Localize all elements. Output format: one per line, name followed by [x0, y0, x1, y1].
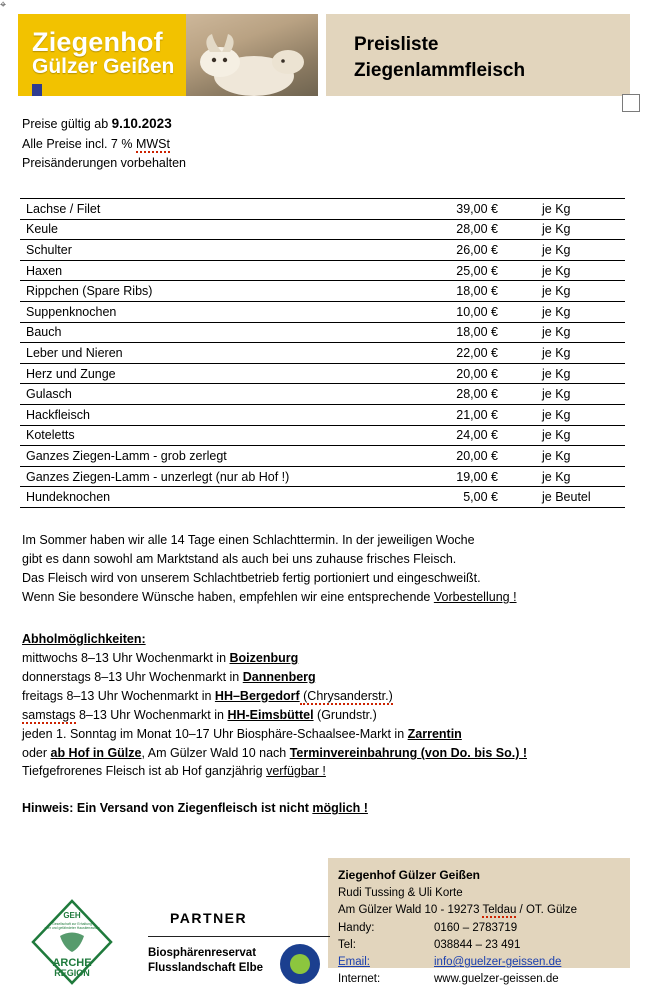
pickup-location-bergedorf: HH–Bergedorf: [214, 689, 300, 703]
farm-logo: [18, 14, 318, 96]
pickup-day-saturday: samstags: [22, 708, 76, 722]
arche-region-logo-icon: [28, 898, 116, 986]
pickup-location-boizenburg: Boizenburg: [229, 651, 299, 665]
row-price: 19,00 €: [456, 469, 498, 484]
contact-row-website: [338, 971, 620, 988]
shipping-note: [22, 799, 368, 818]
row-name: Keule: [26, 222, 58, 237]
table-row: [20, 384, 625, 405]
biosphere-reserve-label: [148, 946, 263, 976]
row-price: 22,00 €: [456, 345, 498, 360]
summer-line-1: Im Sommer haben wir alle 14 Tage einen Schlachttermin. In der jeweiligen Woche: [22, 533, 475, 547]
pickup-row-text: donnerstags 8–13 Uhr Wochenmarkt in: [22, 670, 243, 684]
row-name: Koteletts: [26, 428, 75, 443]
summer-line-4-text: Wenn Sie besondere Wünsche haben, empfehlen wir eine entsprechende: [22, 590, 434, 604]
contact-panel: [328, 858, 630, 986]
row-unit: je Kg: [542, 428, 571, 443]
pickup-row-wednesday: [22, 649, 527, 668]
appointment-note: Terminvereinbahrung (von Do. bis So.) !: [289, 746, 527, 760]
pickup-farm-address: , Am Gülzer Wald 10 nach: [141, 746, 290, 760]
row-price: 26,00 €: [456, 242, 498, 257]
logo-line-1: Ziegenhof: [32, 27, 163, 57]
table-row: [20, 323, 625, 344]
biosphere-line-2: Flusslandschaft Elbe: [148, 961, 264, 974]
contact-owners: Rudi Tussing & Uli Korte: [338, 887, 463, 899]
row-price: 10,00 €: [456, 304, 498, 319]
pickup-location-farm: ab Hof in Gülze: [50, 746, 142, 760]
pickup-row-text: freitags 8–13 Uhr Wochenmarkt in: [22, 689, 215, 703]
row-name: Rippchen (Spare Ribs): [26, 284, 153, 299]
empty-checkbox[interactable]: [622, 94, 640, 112]
row-unit: je Kg: [542, 345, 571, 360]
contact-row-email: [338, 954, 620, 971]
intro-block: [22, 114, 186, 174]
svg-text:ARCHE: ARCHE: [52, 957, 92, 969]
pickup-row-text: 8–13 Uhr Wochenmarkt in: [75, 708, 228, 722]
row-unit: je Kg: [542, 222, 571, 237]
pickup-row-sunday: [22, 725, 527, 744]
summer-info-paragraph: [22, 531, 517, 607]
logo-line-2: Gülzer Geißen: [32, 55, 175, 79]
contact-label-website: Internet:: [338, 973, 381, 986]
contact-value-mobile: 0160 – 2783719: [434, 921, 518, 934]
pickup-row-text: oder: [22, 746, 51, 760]
price-table: [20, 198, 625, 508]
summer-line-3: Das Fleisch wird von unserem Schlachtbetrieb fertig portioniert und eingeschweißt.: [22, 571, 481, 585]
contact-row-mobile: [338, 920, 620, 937]
validity-date: 9.10.2023: [111, 116, 172, 131]
vat-line: [22, 135, 186, 154]
table-row: [20, 487, 625, 508]
row-price: 20,00 €: [456, 366, 498, 381]
table-row: [20, 199, 625, 220]
table-row: [20, 240, 625, 261]
title-panel: [326, 14, 630, 96]
page-title-line-2: Ziegenlammfleisch: [354, 59, 526, 81]
summer-line-4: [22, 588, 517, 607]
row-price: 20,00 €: [456, 448, 498, 463]
frozen-available-link[interactable]: verfügbar !: [266, 764, 326, 778]
pickup-row-saturday: [22, 706, 527, 725]
changes-line: Preisänderungen vorbehalten: [22, 156, 187, 171]
table-row: [20, 364, 625, 385]
page-title-line-1: Preisliste: [354, 34, 439, 55]
frozen-meat-note: [22, 762, 326, 781]
row-price: 28,00 €: [456, 387, 498, 402]
table-row: [20, 446, 625, 467]
row-unit: je Kg: [542, 284, 571, 299]
summer-line-2: gibt es dann sowohl am Marktstand als auch bei uns zuhause frisches Fleisch.: [22, 552, 457, 566]
row-unit: je Kg: [542, 242, 571, 257]
row-name: Schulter: [26, 242, 72, 257]
table-row: [20, 281, 625, 302]
partner-logos: [22, 898, 322, 994]
svg-text:alter und gefährdeter Haustier: alter und gefährdeter Haustierrassen: [44, 926, 100, 930]
validity-prefix: Preise gültig ab: [22, 117, 112, 131]
contact-value-email[interactable]: info@guelzer-geissen.de: [434, 956, 562, 968]
table-row: [20, 220, 625, 241]
row-name: Bauch: [26, 325, 62, 340]
contact-label-phone: Tel:: [338, 938, 356, 951]
row-unit: je Kg: [542, 448, 571, 463]
validity-line: [22, 114, 186, 135]
svg-text:REGION: REGION: [54, 968, 90, 978]
pickup-options-block: [22, 630, 527, 763]
row-unit: je Kg: [542, 366, 571, 381]
document-header: [18, 14, 630, 96]
row-name: Ganzes Ziegen-Lamm - unzerlegt (nur ab Hof !): [26, 469, 290, 484]
row-name: Haxen: [26, 263, 63, 278]
row-name: Hundeknochen: [26, 490, 111, 505]
partner-label: PARTNER: [170, 910, 248, 926]
contact-value-website[interactable]: www.guelzer-geissen.de: [434, 973, 559, 986]
vat-word: MWSt: [135, 136, 170, 151]
pickup-row-friday: [22, 687, 527, 706]
row-unit: je Kg: [542, 263, 571, 278]
goat-illustration: [192, 22, 310, 96]
row-name: Lachse / Filet: [26, 201, 101, 216]
row-name: Herz und Zunge: [26, 366, 116, 381]
row-price: 28,00 €: [456, 222, 498, 237]
pickup-row-farm: [22, 744, 527, 763]
contact-address-c: / OT. Gülze: [516, 904, 578, 917]
row-price: 18,00 €: [456, 325, 498, 340]
row-price: 24,00 €: [456, 428, 498, 443]
row-price: 18,00 €: [456, 284, 498, 299]
row-unit: je Kg: [542, 304, 571, 319]
logo-badge: [32, 84, 42, 96]
contact-title: Ziegenhof Gülzer Geißen: [338, 868, 481, 882]
svg-text:GEH: GEH: [63, 911, 81, 920]
pickup-row-text: mittwochs 8–13 Uhr Wochenmarkt in: [22, 651, 230, 665]
row-name: Ganzes Ziegen-Lamm - grob zerlegt: [26, 448, 227, 463]
pickup-row-text: jeden 1. Sonntag im Monat 10–17 Uhr Biosphäre-Schaalsee-Markt in: [22, 727, 408, 741]
row-unit: je Kg: [542, 407, 571, 422]
frozen-text: Tiefgefrorenes Fleisch ist ab Hof ganzjährig: [22, 764, 267, 778]
row-unit: je Kg: [542, 325, 571, 340]
row-unit: je Kg: [542, 469, 571, 484]
page-title: [354, 32, 525, 83]
shipping-note-text: Hinweis: Ein Versand von Ziegenfleisch ist nicht: [22, 801, 313, 815]
pickup-street-grundstr: (Grundstr.): [313, 708, 377, 722]
row-name: Leber und Nieren: [26, 345, 123, 360]
goat-photo: [186, 14, 318, 96]
biosphere-logo-icon: [280, 944, 320, 984]
contact-address-a: Am Gülzer Wald 10 - 19273: [338, 904, 483, 917]
contact-label-mobile: Handy:: [338, 921, 375, 934]
logo-wordmark: [32, 28, 174, 78]
top-left-marker: ⌖: [0, 0, 7, 11]
contact-label-email[interactable]: Email:: [338, 956, 370, 968]
row-name: Suppenknochen: [26, 304, 117, 319]
svg-text:Gesellschaft zur Erhaltung: Gesellschaft zur Erhaltung: [52, 922, 92, 926]
pickup-location-dannenberg: Dannenberg: [242, 670, 316, 684]
table-row: [20, 302, 625, 323]
table-row: [20, 261, 625, 282]
biosphere-line-1: Biosphärenreservat: [148, 947, 257, 959]
row-unit: je Kg: [542, 201, 571, 216]
pickup-location-zarrentin: Zarrentin: [407, 727, 462, 741]
row-price: 25,00 €: [456, 263, 498, 278]
contact-row-phone: [338, 937, 620, 954]
contact-address: [338, 902, 620, 919]
table-row: [20, 467, 625, 488]
row-name: Gulasch: [26, 387, 72, 402]
preorder-link[interactable]: Vorbestellung !: [433, 590, 517, 604]
table-row: [20, 343, 625, 364]
partner-divider: [148, 936, 330, 937]
pickup-row-thursday: [22, 668, 527, 687]
pickup-street-chrysanderstr: (Chrysanderstr.): [299, 689, 393, 703]
contact-value-phone: 038844 – 23 491: [434, 938, 521, 951]
row-price: 21,00 €: [456, 407, 498, 422]
row-unit: je Kg: [542, 387, 571, 402]
shipping-note-emphasis: möglich !: [312, 801, 368, 815]
pickup-heading: Abholmöglichkeiten:: [22, 632, 146, 646]
contact-address-teldau: Teldau: [482, 904, 517, 917]
table-row: [20, 426, 625, 447]
row-price: 39,00 €: [456, 201, 498, 216]
vat-text: Alle Preise incl. 7 %: [22, 136, 136, 151]
row-name: Hackfleisch: [26, 407, 90, 422]
row-price: 5,00 €: [463, 490, 498, 505]
pickup-location-eimsbuettel: HH-Eimsbüttel: [227, 708, 314, 722]
row-unit: je Beutel: [542, 490, 591, 505]
table-row: [20, 405, 625, 426]
